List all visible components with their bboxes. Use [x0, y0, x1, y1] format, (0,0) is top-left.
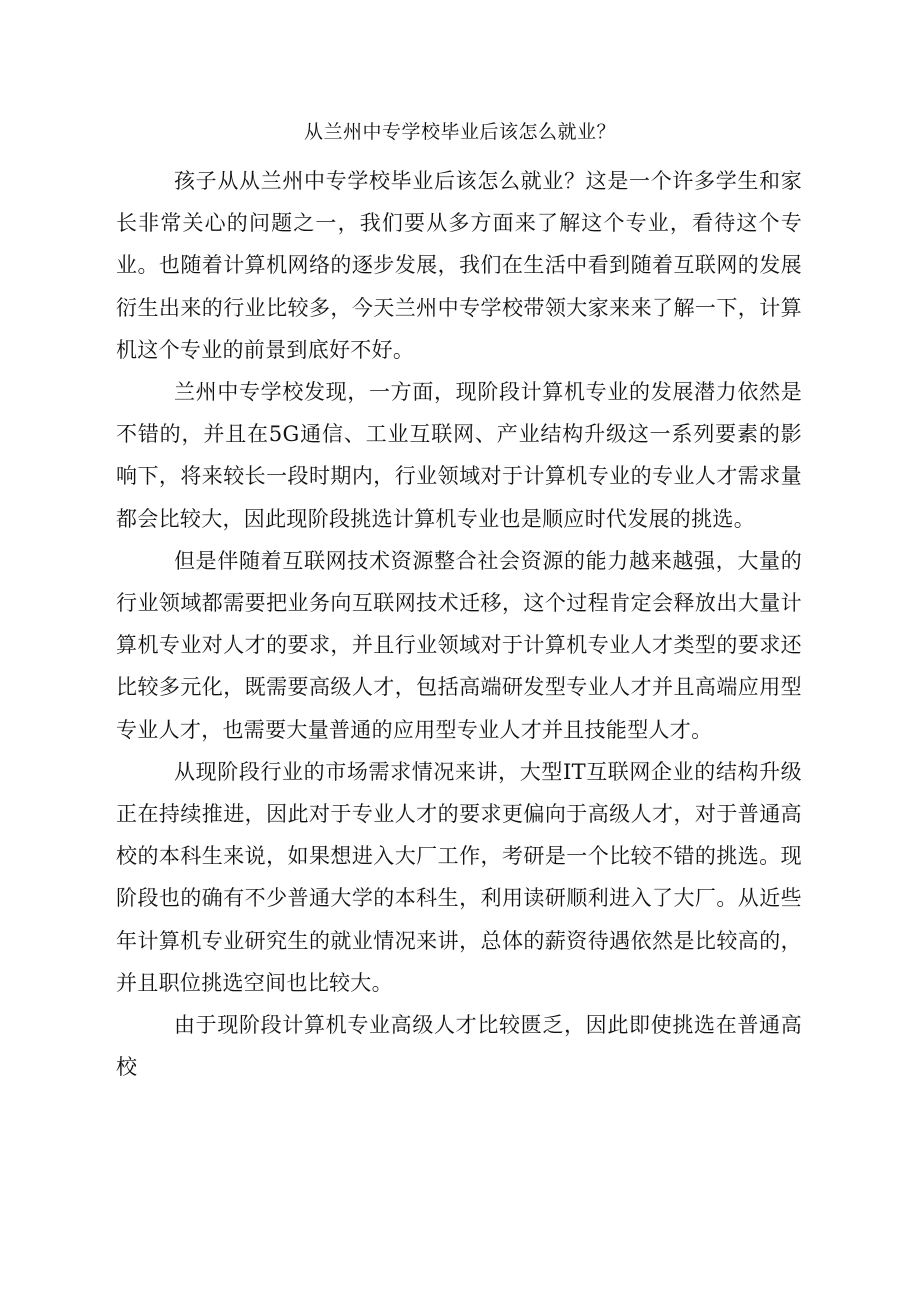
paragraph-2: 兰州中专学校发现，一方面，现阶段计算机专业的发展潜力依然是不错的，并且在5G通信、工业互联网、产业结构升级这一系列要素的影响下，将来较长一段时期内，行业领域对于计算机专业的专业人才需求量都会比较大，因此现阶段挑选计算机专业也是顺应时代发展的挑选。	[116, 380, 802, 531]
document-body	[116, 160, 802, 1088]
paragraph-1: 孩子从从兰州中专学校毕业后该怎么就业？这是一个许多学生和家长非常关心的问题之一，我们要从多方面来了解这个专业，看待这个专业。也随着计算机网络的逐步发展，我们在生活中看到随着互联网的发展衍生出来的行业比较多，今天兰州中专学校带领大家来来了解一下，计算机这个专业的前景到底好不好。	[116, 169, 802, 362]
paragraph-5: 由于现阶段计算机专业高级人才比较匮乏，因此即使挑选在普通高校	[116, 1013, 802, 1080]
paragraph-4: 从现阶段行业的市场需求情况来讲，大型IT互联网企业的结构升级正在持续推进，因此对于专业人才的要求更偏向于高级人才，对于普通高校的本科生来说，如果想进入大厂工作，考研是一个比较不错的挑选。现阶段也的确有不少普通大学的本科生，利用读研顺利进入了大厂。从近些年计算机专业研究生的就业情况来讲，总体的薪资待遇依然是比较高的，并且职位挑选空间也比较大。	[116, 759, 802, 995]
document-title: 从兰州中专学校毕业后该怎么就业？	[303, 121, 616, 143]
paragraph-3: 但是伴随着互联网技术资源整合社会资源的能力越来越强，大量的行业领域都需要把业务向互联网技术迁移，这个过程肯定会释放出大量计算机专业对人才的要求，并且行业领域对于计算机专业人才类型的要求还比较多元化，既需要高级人才，包括高端研发型专业人才并且高端应用型专业人才，也需要大量普通的应用型专业人才并且技能型人才。	[116, 548, 802, 742]
